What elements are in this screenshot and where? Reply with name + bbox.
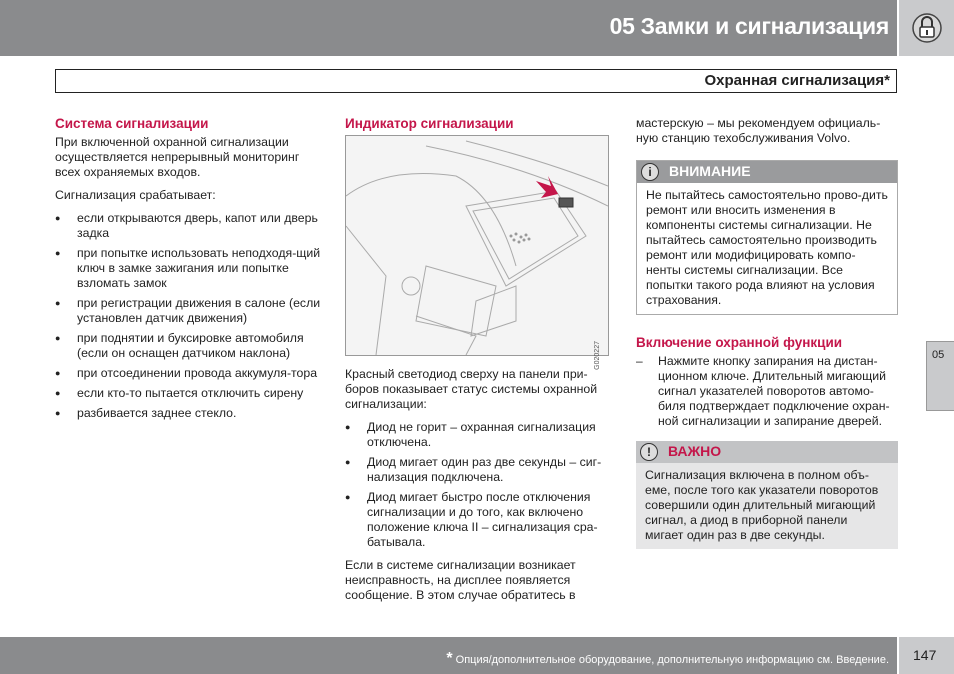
- footer-star: *: [446, 650, 453, 667]
- warning-title: ВНИМАНИЕ: [669, 163, 751, 179]
- indicator-description: Красный светодиод сверху на панели при-боров показывает статус системы охранной сигнализации:: [345, 367, 598, 411]
- chapter-title: 05 Замки и сигнализация: [609, 13, 889, 39]
- figure-code: G020227: [594, 341, 601, 370]
- list-item: ● при регистрации движения в салоне (если установлен датчик движения): [55, 296, 323, 326]
- footer-text: Опция/дополнительное оборудование, дополнительную информацию см. Введение.: [455, 654, 889, 666]
- list-item: ● при попытке использовать неподходя-щий ключ в замке зажигания или попытке взломать замок: [55, 246, 323, 291]
- heading-alarm-indicator: Индикатор сигнализации: [345, 116, 514, 131]
- column-3: [636, 116, 898, 569]
- list-item: ● Диод мигает быстро после отключения сигнализации и до того, как включено положение ключа II – сигнализация сра-батывала.: [345, 490, 610, 550]
- fault-text: Если в системе сигнализации возникает неисправность, на дисплее появляется сообщение. В этом случае обратитесь в: [345, 558, 576, 602]
- warning-box: [636, 160, 898, 315]
- dashboard-illustration: [345, 135, 609, 370]
- section-title: Охранная сигнализация*: [704, 72, 890, 89]
- dashboard-drawing: [346, 136, 608, 355]
- important-box: [636, 441, 898, 549]
- chapter-header: [0, 0, 897, 56]
- warning-header: [637, 161, 897, 183]
- list-item: ● Диод мигает один раз две секунды – сиг-нализация подключена.: [345, 455, 610, 485]
- list-item: ● разбивается заднее стекло.: [55, 406, 323, 421]
- column-2: [345, 116, 610, 611]
- exclamation-icon: !: [640, 443, 658, 461]
- column-1: [55, 116, 323, 429]
- list-item: ● Диод не горит – охранная сигнализация отключена.: [345, 420, 610, 450]
- trigger-text: Сигнализация срабатывает:: [55, 188, 216, 202]
- trigger-list: [55, 211, 323, 421]
- footer: [0, 637, 897, 674]
- chapter-icon-tile: [899, 0, 954, 56]
- list-item: ● если открываются дверь, капот или дверь задка: [55, 211, 323, 241]
- important-title: ВАЖНО: [668, 443, 722, 459]
- important-text: Сигнализация включена в полном объ-еме, после того как указатели поворотов совершили один длительный мигающий сигнал, а диод в приборной панели мигает один раз в две секунды.: [645, 468, 879, 542]
- page-number: 147: [913, 647, 937, 663]
- section-title-box: [55, 69, 897, 93]
- lock-icon: [912, 12, 942, 44]
- list-item: ● при поднятии и буксировке автомобиля (если он оснащен датчиком наклона): [55, 331, 323, 361]
- info-icon: i: [641, 163, 659, 181]
- footer-note: [446, 650, 889, 668]
- list-item: – Нажмите кнопку запирания на дистан-ционном ключе. Длительный мигающий сигнал указателей поворотов автомо-биля подтверждает подключение охран-ной сигнализации и запирание дверей.: [636, 354, 898, 429]
- list-item: ● при отсоединении провода аккумуля-тора: [55, 366, 323, 381]
- side-tab-label: 05: [932, 349, 945, 361]
- continued-text: мастерскую – мы рекомендуем официаль-ную станцию техобслуживания Volvo.: [636, 116, 881, 145]
- heading-alarm-system: Система сигнализации: [55, 116, 209, 131]
- list-item: ● если кто-то пытается отключить сирену: [55, 386, 323, 401]
- warning-text: Не пытайтесь самостоятельно прово-дить ремонт или вносить изменения в компоненты системы сигнализации. Не пытайтесь самостоятельно производить ремонт или модифицировать компо-ненты системы сигнализации. Все попытки такого рода влияют на условия страхования.: [646, 188, 888, 307]
- arming-steps: [636, 354, 898, 429]
- page-number-tile: [899, 637, 954, 674]
- chapter-side-tab: [926, 341, 954, 411]
- indicator-list: [345, 420, 610, 550]
- heading-arming: Включение охранной функции: [636, 335, 843, 350]
- important-header: [636, 441, 898, 463]
- intro-text: При включенной охранной сигнализации осуществляется непрерывный мониторинг всех охраняемых входов.: [55, 135, 300, 179]
